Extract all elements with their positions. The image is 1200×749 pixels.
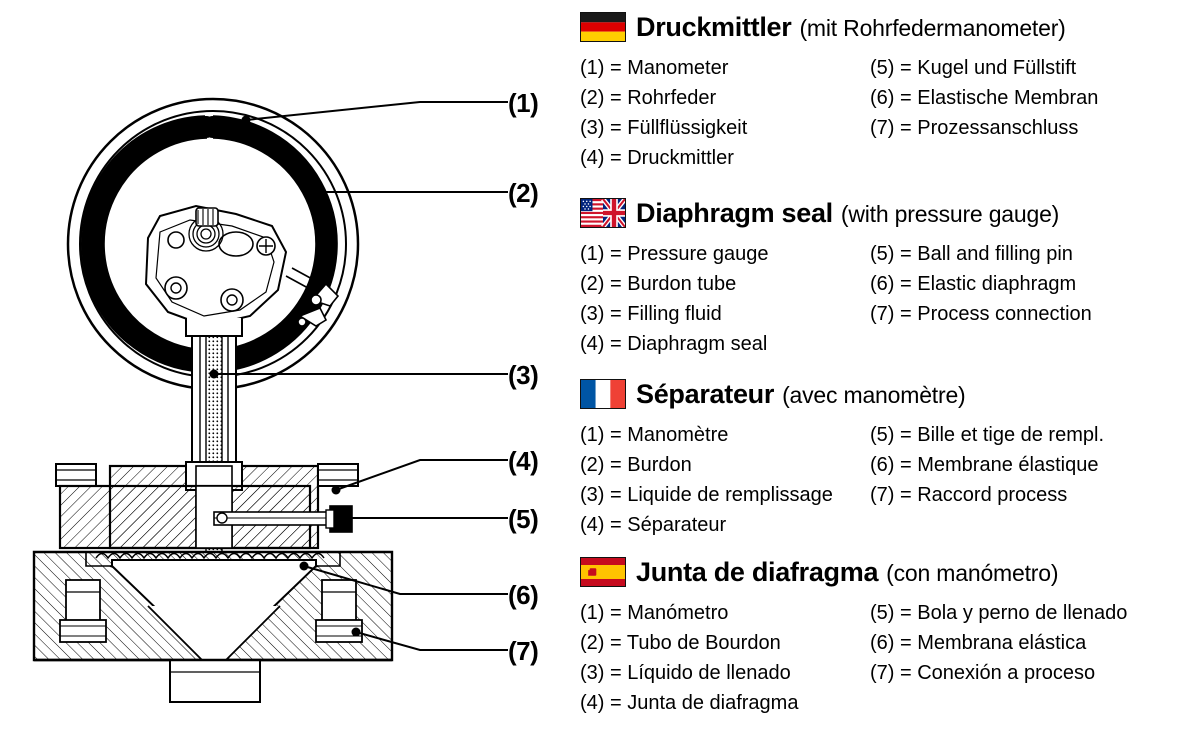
legend-items-german [580, 54, 1200, 173]
callout-label-5: (5) [508, 504, 539, 534]
callout-label-4: (4) [508, 446, 539, 476]
callout-label-3: (3) [508, 360, 539, 390]
legend-item: (2) = Rohrfeder [580, 87, 717, 109]
legend-item: (3) = Filling fluid [580, 303, 722, 325]
legend-block-french [580, 375, 1200, 540]
flag-spain-icon [580, 557, 626, 587]
callout-label-7: (7) [508, 636, 539, 666]
legend-item: (1) = Pressure gauge [580, 243, 769, 265]
legend-item: (5) = Bille et tige de rempl. [870, 424, 1104, 446]
callout-label-1: (1) [508, 88, 539, 118]
callout-label-6: (6) [508, 580, 539, 610]
legend-item: (4) = Druckmittler [580, 147, 734, 169]
legend-block-german [580, 8, 1200, 173]
technical-drawing [0, 0, 575, 749]
legend-item: (2) = Burdon tube [580, 273, 737, 295]
legend-item: (7) = Process connection [870, 303, 1092, 325]
legend-item: (4) = Junta de diafragma [580, 692, 799, 714]
legend-subtitle-german: (mit Rohrfedermanometer) [799, 14, 1066, 41]
legend-title-german: Druckmittler [636, 11, 792, 42]
legend-panel [580, 0, 1200, 749]
legend-item: (3) = Liquide de remplissage [580, 484, 833, 506]
legend-item: (7) = Conexión a proceso [870, 662, 1096, 684]
legend-item: (6) = Elastic diaphragm [870, 273, 1077, 295]
legend-title-french: Séparateur [636, 378, 775, 409]
flag-uk-us-icon [580, 198, 626, 228]
legend-item: (4) = Séparateur [580, 514, 727, 536]
legend-title-english: Diaphragm seal [636, 197, 833, 228]
legend-item: (5) = Ball and filling pin [870, 243, 1073, 265]
legend-item: (3) = Líquido de llenado [580, 662, 791, 684]
legend-items-french [580, 421, 1200, 540]
flag-france-icon [580, 379, 626, 409]
legend-item: (7) = Prozessanschluss [870, 117, 1079, 139]
legend-item: (6) = Membrana elástica [870, 632, 1087, 654]
legend-subtitle-english: (with pressure gauge) [840, 200, 1060, 227]
legend-item: (5) = Bola y perno de llenado [870, 602, 1128, 624]
legend-item: (6) = Membrane élastique [870, 454, 1099, 476]
legend-subtitle-spanish: (con manómetro) [886, 559, 1059, 586]
legend-block-spanish [580, 553, 1200, 718]
legend-item: (1) = Manómetro [580, 602, 729, 624]
legend-item: (7) = Raccord process [870, 484, 1068, 506]
legend-subtitle-french: (avec manomètre) [782, 381, 966, 408]
legend-item: (3) = Füllflüssigkeit [580, 117, 748, 139]
legend-title-spanish: Junta de diafragma [636, 556, 879, 587]
legend-item: (6) = Elastische Membran [870, 87, 1099, 109]
legend-block-english [580, 194, 1200, 359]
legend-item: (2) = Tubo de Bourdon [580, 632, 781, 654]
legend-header-french [580, 375, 1200, 413]
legend-item: (1) = Manometer [580, 57, 729, 79]
legend-item: (4) = Diaphragm seal [580, 333, 768, 355]
legend-item: (2) = Burdon [580, 454, 692, 476]
legend-item: (1) = Manomètre [580, 424, 729, 446]
legend-item: (5) = Kugel und Füllstift [870, 57, 1077, 79]
callout-label-2: (2) [508, 178, 539, 208]
flag-germany-icon [580, 12, 626, 42]
legend-items-english [580, 240, 1200, 359]
legend-items-spanish [580, 599, 1200, 718]
legend-header-english [580, 194, 1200, 232]
legend-header-german [580, 8, 1200, 46]
legend-header-spanish [580, 553, 1200, 591]
